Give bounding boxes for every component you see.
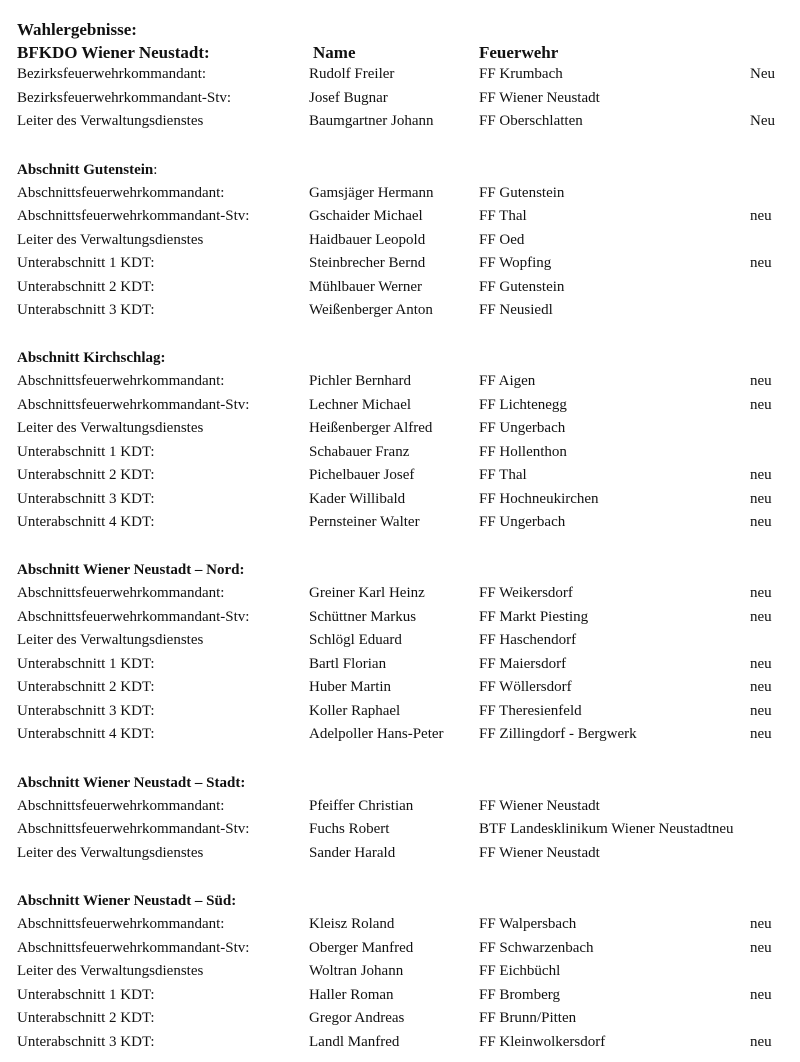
name-cell: Heißenberger Alfred [309,420,433,436]
new-marker: neu [750,940,772,956]
result-row [0,653,800,675]
new-marker: neu [750,916,772,932]
section-heading-cell [17,772,245,794]
new-marker: neu [750,514,772,530]
name-cell: Pichelbauer Josef [309,467,415,483]
result-row [0,1031,800,1053]
role-cell: Unterabschnitt 3 KDT: [17,491,155,507]
role-cell: Unterabschnitt 1 KDT: [17,255,155,271]
result-row [0,723,800,745]
new-marker: neu [750,467,772,483]
section-heading-cell [17,559,245,581]
feuerwehr-cell: BTF Landesklinikum Wiener Neustadt [479,821,712,837]
result-row [0,205,800,227]
name-cell: Schlögl Eduard [309,632,402,648]
result-row [0,913,800,935]
name-cell: Lechner Michael [309,397,412,413]
name-cell: Adelpoller Hans-Peter [309,726,444,742]
role-cell: Leiter des Verwaltungsdienstes [17,963,204,979]
result-row [0,582,800,604]
role-cell: Abschnittsfeuerwehrkommandant-Stv: [17,397,250,413]
feuerwehr-cell: FF Hollenthon [479,444,567,460]
name-cell: Woltran Johann [309,963,404,979]
role-cell: Leiter des Verwaltungsdienstes [17,113,204,129]
feuerwehr-cell: FF Wiener Neustadt [479,90,600,106]
section-heading: Abschnitt Wiener Neustadt – Stadt: [17,775,246,791]
result-row [0,960,800,982]
new-marker: neu [750,1034,772,1050]
result-row [0,299,800,321]
name-cell: Gschaider Michael [309,208,423,224]
new-marker: neu [750,987,772,1003]
result-row [0,629,800,651]
role-cell: Leiter des Verwaltungsdienstes [17,632,204,648]
result-row [0,795,800,817]
name-cell: Pfeiffer Christian [309,798,414,814]
name-cell: Oberger Manfred [309,940,414,956]
name-cell: Mühlbauer Werner [309,279,423,295]
new-marker: neu [750,491,772,507]
role-cell: Unterabschnitt 3 KDT: [17,703,155,719]
feuerwehr-cell: FF Theresienfeld [479,703,582,719]
section-heading: BFKDO Wiener Neustadt: [17,43,210,62]
name-cell: Bartl Florian [309,656,387,672]
feuerwehr-cell: FF Maiersdorf [479,656,567,672]
new-marker: Neu [750,66,775,82]
new-marker: neu [750,656,772,672]
new-marker: Neu [750,113,775,129]
role-cell: Abschnittsfeuerwehrkommandant-Stv: [17,208,250,224]
result-row [0,87,800,109]
new-marker: neu [750,679,772,695]
name-cell: Schabauer Franz [309,444,410,460]
result-row [0,700,800,722]
result-row [0,110,800,132]
result-row [0,229,800,251]
section-heading-row [0,159,800,181]
result-row [0,276,800,298]
name-cell: Baumgartner Johann [309,113,434,129]
section-heading-cell [17,347,165,369]
feuerwehr-cell: FF Wöllersdorf [479,679,572,695]
feuerwehr-cell: FF Kleinwolkersdorf [479,1034,606,1050]
column-header-feuerwehr: Feuerwehr [479,43,559,62]
section-heading: Abschnitt Wiener Neustadt – Süd: [17,893,237,909]
result-row [0,842,800,864]
role-cell: Unterabschnitt 1 KDT: [17,987,155,1003]
new-marker: neu [750,397,772,413]
role-cell: Unterabschnitt 2 KDT: [17,679,155,695]
section-heading-row [0,890,800,912]
column-header-name: Name [313,43,356,62]
result-row [0,488,800,510]
feuerwehr-cell: FF Wiener Neustadt [479,798,600,814]
role-cell: Abschnittsfeuerwehrkommandant-Stv: [17,609,250,625]
role-cell: Abschnittsfeuerwehrkommandant: [17,373,225,389]
feuerwehr-cell: FF Wiener Neustadt [479,845,600,861]
feuerwehr-cell: FF Haschendorf [479,632,577,648]
role-cell: Leiter des Verwaltungsdienstes [17,845,204,861]
role-cell: Bezirksfeuerwehrkommandant: [17,66,207,82]
name-cell: Koller Raphael [309,703,401,719]
name-cell: Gregor Andreas [309,1010,405,1026]
new-marker: neu [750,208,772,224]
feuerwehr-cell: FF Walpersbach [479,916,577,932]
result-row [0,606,800,628]
result-row [0,984,800,1006]
name-cell: Haller Roman [309,987,394,1003]
feuerwehr-cell: FF Schwarzenbach [479,940,594,956]
role-cell: Leiter des Verwaltungsdienstes [17,420,204,436]
name-cell: Steinbrecher Bernd [309,255,426,271]
feuerwehr-cell: FF Hochneukirchen [479,491,599,507]
name-cell: Weißenberger Anton [309,302,433,318]
role-cell: Unterabschnitt 2 KDT: [17,1010,155,1026]
feuerwehr-cell: FF Ungerbach [479,514,566,530]
role-cell: Abschnittsfeuerwehrkommandant-Stv: [17,821,250,837]
feuerwehr-cell: FF Bromberg [479,987,560,1003]
document-title: Wahlergebnisse: [17,20,137,39]
feuerwehr-cell: FF Lichtenegg [479,397,567,413]
name-cell: Rudolf Freiler [309,66,395,82]
new-marker: neu [750,255,772,271]
result-row [0,63,800,85]
role-cell: Unterabschnitt 3 KDT: [17,1034,155,1050]
new-marker: neu [711,821,734,837]
role-cell: Unterabschnitt 1 KDT: [17,444,155,460]
role-cell: Abschnittsfeuerwehrkommandant: [17,185,225,201]
result-row [0,818,800,840]
result-row [0,511,800,533]
section-heading: Abschnitt Wiener Neustadt – Nord: [17,562,245,578]
feuerwehr-cell: FF Gutenstein [479,185,565,201]
bfkdo-header-row [0,42,800,64]
feuerwehr-cell: FF Zillingdorf - Bergwerk [479,726,637,742]
section-heading: Abschnitt Gutenstein [17,162,154,178]
role-cell: Abschnittsfeuerwehrkommandant: [17,916,225,932]
role-cell: Bezirksfeuerwehrkommandant-Stv: [17,90,232,106]
new-marker: neu [750,726,772,742]
result-row [0,937,800,959]
feuerwehr-cell: FF Thal [479,208,527,224]
section-heading-row [0,772,800,794]
feuerwehr-cell: FF Neusiedl [479,302,553,318]
name-cell: Schüttner Markus [309,609,417,625]
name-cell: Kader Willibald [309,491,406,507]
role-cell: Unterabschnitt 2 KDT: [17,279,155,295]
feuerwehr-cell: FF Wopfing [479,255,552,271]
section-heading: Abschnitt Kirchschlag: [17,350,166,366]
name-cell: Josef Bugnar [309,90,388,106]
result-row [0,417,800,439]
result-row [0,1007,800,1029]
role-cell: Unterabschnitt 4 KDT: [17,726,155,742]
section-heading-suffix: : [153,162,158,178]
role-cell: Unterabschnitt 2 KDT: [17,467,155,483]
result-row [0,370,800,392]
role-cell: Abschnittsfeuerwehrkommandant: [17,585,225,601]
new-marker: neu [750,609,772,625]
feuerwehr-cell: FF Brunn/Pitten [479,1010,577,1026]
section-heading-row [0,347,800,369]
name-cell: Pernsteiner Walter [309,514,420,530]
feuerwehr-cell: FF Aigen [479,373,536,389]
feuerwehr-cell: FF Thal [479,467,527,483]
role-cell: Abschnittsfeuerwehrkommandant: [17,798,225,814]
new-marker: neu [750,373,772,389]
result-row [0,182,800,204]
result-row [0,441,800,463]
feuerwehr-cell: FF Oed [479,232,525,248]
result-row [0,464,800,486]
feuerwehr-cell: FF Weikersdorf [479,585,573,601]
name-cell: Pichler Bernhard [309,373,412,389]
feuerwehr-cell: FF Gutenstein [479,279,565,295]
role-cell: Leiter des Verwaltungsdienstes [17,232,204,248]
name-cell: Sander Harald [309,845,396,861]
feuerwehr-cell: FF Markt Piesting [479,609,589,625]
result-row [0,394,800,416]
name-cell: Greiner Karl Heinz [309,585,425,601]
role-cell: Unterabschnitt 3 KDT: [17,302,155,318]
result-row [0,676,800,698]
section-heading-cell [17,159,157,181]
name-cell: Huber Martin [309,679,392,695]
feuerwehr-cell: FF Eichbüchl [479,963,561,979]
result-row [0,252,800,274]
name-cell: Landl Manfred [309,1034,400,1050]
name-cell: Kleisz Roland [309,916,395,932]
section-heading-row [0,559,800,581]
role-cell: Unterabschnitt 4 KDT: [17,514,155,530]
new-marker: neu [750,703,772,719]
role-cell: Unterabschnitt 1 KDT: [17,656,155,672]
role-cell: Abschnittsfeuerwehrkommandant-Stv: [17,940,250,956]
new-marker: neu [750,585,772,601]
feuerwehr-cell: FF Oberschlatten [479,113,583,129]
feuerwehr-cell: FF Ungerbach [479,420,566,436]
name-cell: Haidbauer Leopold [309,232,426,248]
name-cell: Fuchs Robert [309,821,390,837]
section-heading-cell [17,890,236,912]
name-cell: Gamsjäger Hermann [309,185,434,201]
feuerwehr-cell: FF Krumbach [479,66,563,82]
